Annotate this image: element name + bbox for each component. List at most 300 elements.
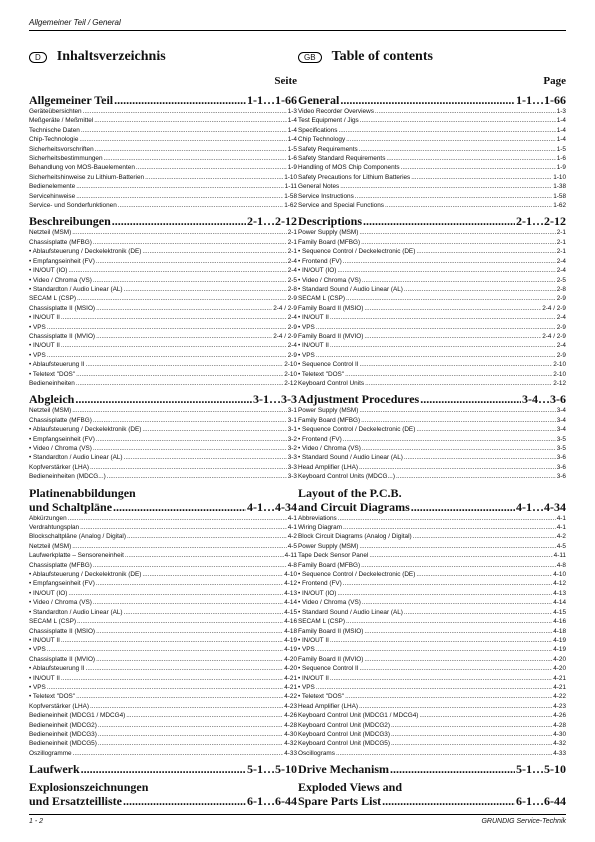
toc-entry[interactable]: [298, 589, 566, 598]
dot-leader: [338, 514, 556, 523]
toc-entry[interactable]: [298, 570, 566, 579]
toc-title-row: [29, 46, 297, 68]
dot-leader: [76, 692, 283, 701]
dot-leader: [382, 794, 515, 808]
toc-entry[interactable]: [298, 173, 566, 182]
toc-entry[interactable]: [29, 702, 297, 711]
entry-title: Keyboard Control Units: [298, 379, 365, 387]
entry-page: 2-4 / 2-9: [273, 332, 297, 340]
dot-leader: [68, 266, 286, 275]
toc-entry[interactable]: [29, 645, 297, 654]
toc-entry[interactable]: [298, 266, 566, 275]
entry-page: 1-6: [287, 155, 297, 163]
entry-page: 2-8: [556, 285, 566, 293]
entry-page: 1-4: [287, 136, 297, 144]
entry-page: 2-1: [556, 238, 566, 246]
toc-entry[interactable]: [298, 435, 566, 444]
entry-title: • Standardton / Audio Linear (AL): [29, 608, 123, 617]
toc-entry[interactable]: [29, 173, 297, 182]
dot-leader: [96, 627, 283, 636]
toc-entry[interactable]: [298, 532, 566, 541]
toc-entry[interactable]: [29, 711, 297, 720]
section-page-range: 4-1…4-34: [516, 499, 566, 514]
toc-entry[interactable]: [298, 192, 566, 201]
section-title: Adjustment Procedures: [298, 392, 420, 407]
section-heading: [298, 780, 566, 808]
entry-page: 4-13: [553, 589, 566, 597]
entry-page: 2-9: [287, 323, 297, 331]
toc-entry[interactable]: [29, 551, 297, 560]
entry-title: Family Board (MFBG): [298, 416, 361, 424]
toc-entry[interactable]: [298, 238, 566, 247]
toc-title: Inhaltsverzeichnis: [56, 49, 166, 64]
entry-title: SECAM L (CSP): [29, 295, 76, 303]
toc-entry[interactable]: [29, 228, 297, 237]
footer-publisher: GRUNDIG Service-Technik: [481, 818, 566, 825]
entry-title: Family Board II (MSIO): [298, 627, 364, 635]
section-page-range: 6-1…6-44: [516, 794, 566, 809]
entry-title: • Video / Chroma (VS): [298, 276, 361, 285]
entry-page: 4-21: [553, 674, 566, 682]
entry-title: • IN/OUT II: [298, 674, 329, 683]
toc-entry[interactable]: [29, 514, 297, 523]
toc-entry[interactable]: [298, 201, 566, 210]
entry-page: 4-1: [287, 524, 297, 532]
toc-entry[interactable]: [29, 523, 297, 532]
toc-entry[interactable]: [298, 276, 566, 285]
entry-title: Geräteübersichten: [29, 108, 82, 115]
entry-title: • Teletext "DOS": [298, 370, 344, 379]
toc-entry[interactable]: [298, 645, 566, 654]
dot-leader: [80, 523, 287, 532]
toc-entry[interactable]: [298, 636, 566, 645]
entry-title: • Sequence Control II: [298, 360, 359, 369]
toc-entry[interactable]: [298, 304, 566, 313]
entry-title: Blockschaltpläne (Analog / Digital): [29, 533, 126, 541]
entry-title: Safety Requirements: [298, 145, 358, 153]
toc-entry[interactable]: [29, 608, 297, 617]
entry-page: 2-9: [287, 295, 297, 303]
language-badge: D: [29, 52, 47, 63]
dot-leader: [61, 636, 283, 645]
toc-entry[interactable]: [29, 453, 297, 462]
entry-title: Chip Technology: [298, 136, 346, 144]
toc-entry[interactable]: [298, 472, 566, 481]
toc-title-row: [298, 46, 566, 68]
toc-entry[interactable]: [29, 294, 297, 303]
toc-entry[interactable]: [298, 608, 566, 617]
entry-page: 4-33: [284, 749, 297, 757]
toc-entry[interactable]: [298, 739, 566, 748]
toc-entry[interactable]: [298, 323, 566, 332]
toc-entry[interactable]: [298, 683, 566, 692]
entry-page: 4-8: [287, 561, 297, 569]
dot-leader: [355, 192, 552, 201]
entry-title: • Empfangseinheit (FV): [29, 257, 95, 266]
section-page-range: 4-1…4-34: [247, 499, 297, 514]
entry-page: 4-14: [553, 599, 566, 607]
toc-entry[interactable]: [29, 730, 297, 739]
entry-title: • IN/OUT (IO): [29, 266, 67, 275]
toc-entry[interactable]: [298, 551, 566, 560]
entry-page: 2-1: [556, 229, 566, 237]
dot-leader: [126, 711, 283, 720]
dot-leader: [96, 655, 283, 664]
toc-entry[interactable]: [29, 435, 297, 444]
section-title: Abgleich: [29, 392, 75, 407]
toc-entry[interactable]: [29, 416, 297, 425]
dot-leader: [76, 379, 283, 388]
toc-entry[interactable]: [29, 135, 297, 144]
toc-entry[interactable]: [29, 238, 297, 247]
toc-entry[interactable]: [29, 570, 297, 579]
dot-leader: [90, 463, 287, 472]
section-heading: [29, 214, 297, 228]
entry-title: Power Supply (MSM): [298, 407, 359, 415]
section-title: Allgemeiner Teil: [29, 93, 114, 107]
entry-page: 4-30: [553, 730, 566, 738]
footer-page-number: 1 - 2: [29, 818, 44, 825]
entry-page: 4-20: [284, 655, 297, 663]
entry-page: 4-26: [284, 712, 297, 720]
dot-leader: [98, 721, 283, 730]
toc-entry[interactable]: [29, 579, 297, 588]
entry-title: Abkürzungen: [29, 514, 67, 522]
section-heading: [298, 762, 566, 776]
entry-page: 4-15: [284, 608, 297, 616]
entry-page: 4-1: [287, 514, 297, 522]
entry-page: 2-1: [287, 248, 297, 256]
section-heading: [298, 214, 566, 228]
entry-page: 2-4 / 2-9: [542, 304, 566, 312]
toc-entry[interactable]: [298, 116, 566, 125]
entry-title: SECAM L (CSP): [298, 618, 345, 626]
entry-page: 4-16: [553, 618, 566, 626]
entry-title: • Empfangseinheit (FV): [29, 435, 95, 444]
toc-entry[interactable]: [29, 598, 297, 607]
toc-entry[interactable]: [29, 351, 297, 360]
entry-page: 3-3: [287, 473, 297, 481]
entry-page: 4-1: [556, 524, 566, 532]
entry-title: Bedieneinheit (MDCG2): [29, 721, 97, 729]
entry-title: • Video / Chroma (VS): [29, 276, 92, 285]
toc-entry[interactable]: [29, 154, 297, 163]
toc-entry[interactable]: [298, 406, 566, 415]
entry-title: Chassisplatte (MFBG): [29, 416, 92, 424]
dot-leader: [93, 276, 287, 285]
dot-leader: [61, 674, 283, 683]
entry-title: Meßgeräte / Meßmittel: [29, 117, 94, 125]
entry-title: Chip-Technologie: [29, 136, 79, 144]
toc-entry[interactable]: [298, 444, 566, 453]
toc-entry[interactable]: [298, 514, 566, 523]
section-page-range: 1-1…1-66: [516, 93, 566, 107]
toc-entry[interactable]: [29, 406, 297, 415]
entry-title: Chassisplatte II (MVIO): [29, 655, 96, 663]
entry-page: 4-19: [553, 646, 566, 654]
toc-sections: [298, 93, 566, 808]
entry-page: 1-3: [287, 108, 297, 115]
toc-entry[interactable]: [29, 257, 297, 266]
entry-title: • IN/OUT II: [298, 636, 329, 645]
header-text: Allgemeiner Teil / General: [29, 18, 121, 27]
entry-title: Netzteil (MSM): [29, 407, 72, 415]
toc-entry[interactable]: [298, 285, 566, 294]
section-title-line2: [29, 500, 297, 514]
entry-page: 4-21: [553, 683, 566, 691]
entry-title: • IN/OUT II: [29, 674, 60, 683]
toc-entry[interactable]: [298, 627, 566, 636]
toc-entry[interactable]: [298, 228, 566, 237]
toc-entry[interactable]: [298, 154, 566, 163]
entry-title: Wiring Diagram: [298, 524, 343, 532]
toc-entry[interactable]: [298, 379, 566, 388]
section-title-line2: [29, 794, 297, 808]
section-title-line2: [298, 500, 566, 514]
entry-title: • Frontend (FV): [298, 257, 342, 266]
entry-page: 2-4: [556, 267, 566, 275]
entry-title: Sicherheitshinweise zu Lithium-Batterien: [29, 173, 145, 181]
entry-page: 1-38: [553, 183, 566, 191]
entry-page: 2-8: [287, 285, 297, 293]
toc-entry[interactable]: [29, 145, 297, 154]
entry-title: Safety Standard Requirements: [298, 155, 386, 163]
entry-page: 4-5: [287, 542, 297, 550]
entry-title: • Ablaufsteuerung / Deckelektronik (DE): [29, 425, 141, 434]
toc-entry[interactable]: [298, 341, 566, 350]
entry-title: Bedienelemente: [29, 183, 76, 191]
toc-entry[interactable]: [29, 655, 297, 664]
toc-entry[interactable]: [298, 617, 566, 626]
entry-page: 3-5: [556, 445, 566, 452]
dot-leader: [362, 444, 556, 453]
toc-entry[interactable]: [298, 542, 566, 551]
toc-entry[interactable]: [29, 192, 297, 201]
section-title-line1: Layout of the P.C.B.: [298, 485, 402, 500]
entry-title: Family Board II (MVIO): [298, 332, 364, 340]
entry-title: • Frontend (FV): [298, 435, 342, 444]
toc-entry[interactable]: [298, 674, 566, 683]
toc-entry[interactable]: [298, 145, 566, 154]
entry-title: • Empfangseinheit (FV): [29, 579, 95, 588]
toc-entry[interactable]: [29, 313, 297, 322]
entry-page: 4-13: [284, 589, 297, 597]
toc-entry[interactable]: [298, 351, 566, 360]
entry-title: • Sequence Control / Deckelectronic (DE): [298, 247, 415, 256]
entry-page: 4-1: [556, 514, 566, 522]
entry-title: • VPS: [29, 683, 46, 692]
toc-entry[interactable]: [298, 711, 566, 720]
toc-entry[interactable]: [29, 276, 297, 285]
toc-entry[interactable]: [29, 370, 297, 379]
toc-entry[interactable]: [29, 444, 297, 453]
dot-leader: [47, 323, 287, 332]
toc-entry[interactable]: [29, 182, 297, 191]
dot-leader: [81, 762, 246, 776]
dot-leader: [419, 711, 552, 720]
toc-entry[interactable]: [29, 739, 297, 748]
section-title-line1: Explosionszeichnungen: [29, 780, 149, 795]
entry-page: 2-4: [556, 257, 566, 265]
toc-entry[interactable]: [298, 579, 566, 588]
entry-page: 4-32: [284, 740, 297, 748]
entry-page: 4-10: [553, 571, 566, 579]
toc-entry[interactable]: [298, 332, 566, 341]
entry-title: • VPS: [29, 645, 46, 654]
dot-leader: [359, 542, 555, 551]
toc-entry[interactable]: [29, 201, 297, 210]
toc-entry[interactable]: [29, 532, 297, 541]
toc-entry[interactable]: [29, 721, 297, 730]
section-page-range: 3-4…3-6: [522, 392, 566, 407]
toc-entry[interactable]: [29, 126, 297, 135]
dot-leader: [386, 154, 555, 163]
toc-entry[interactable]: [29, 332, 297, 341]
toc-entry[interactable]: [298, 294, 566, 303]
toc-entry[interactable]: [298, 247, 566, 256]
entry-title: Sicherheitsbestimmungen: [29, 155, 103, 163]
toc-entry[interactable]: [29, 636, 297, 645]
entry-title: • VPS: [298, 323, 315, 332]
toc-entry[interactable]: [298, 561, 566, 570]
toc-entry[interactable]: [298, 370, 566, 379]
entry-page: 1-4: [556, 117, 566, 125]
toc-entry[interactable]: [29, 683, 297, 692]
entry-page: 4-11: [553, 552, 566, 560]
entry-page: 4-2: [287, 533, 297, 541]
toc-entry[interactable]: [29, 542, 297, 551]
toc-entry[interactable]: [29, 561, 297, 570]
entry-page: 4-5: [556, 542, 566, 550]
dot-leader: [76, 192, 283, 201]
toc-entry[interactable]: [298, 257, 566, 266]
toc-entry[interactable]: [298, 749, 566, 758]
toc-entry[interactable]: [298, 453, 566, 462]
section-title: Descriptions: [298, 214, 362, 229]
entry-page: 4-28: [284, 721, 297, 729]
toc-entry[interactable]: [29, 285, 297, 294]
toc-entry[interactable]: [298, 463, 566, 472]
toc-entry[interactable]: [298, 692, 566, 701]
dot-leader: [118, 201, 283, 210]
toc-entry[interactable]: [29, 116, 297, 125]
toc-entry[interactable]: [298, 313, 566, 322]
section-heading: [29, 762, 297, 776]
toc-entry[interactable]: [298, 416, 566, 425]
entry-page: 3-2: [287, 435, 297, 443]
toc-entry[interactable]: [298, 163, 566, 172]
entry-title: Chassisplatte II (MSIO): [29, 627, 96, 635]
dot-leader: [359, 702, 552, 711]
toc-entry[interactable]: [29, 472, 297, 481]
dot-leader: [123, 794, 246, 808]
toc-entry[interactable]: [298, 107, 566, 116]
toc-entry[interactable]: [298, 730, 566, 739]
toc-entry[interactable]: [29, 266, 297, 275]
entry-page: 4-19: [284, 636, 297, 644]
toc-entry[interactable]: [29, 323, 297, 332]
toc-entry[interactable]: [29, 425, 297, 434]
entry-title: Keyboard Control Unit (MDCG1 / MDCG4): [298, 712, 419, 720]
entry-title: • Frontend (FV): [298, 579, 342, 588]
dot-leader: [361, 561, 556, 570]
toc-entry[interactable]: [298, 702, 566, 711]
toc-entry[interactable]: [298, 360, 566, 369]
toc-entry[interactable]: [29, 247, 297, 256]
dot-leader: [396, 472, 556, 481]
dot-leader: [345, 370, 552, 379]
entry-page: 3-4: [556, 426, 566, 434]
toc-entry[interactable]: [298, 425, 566, 434]
entry-page: 3-1: [287, 426, 297, 434]
toc-entry[interactable]: [298, 664, 566, 673]
entry-title: • VPS: [29, 323, 46, 332]
entry-title: General Notes: [298, 183, 340, 191]
toc-entry[interactable]: [29, 692, 297, 701]
entry-title: Family Board (MFBG): [298, 561, 361, 569]
entry-page: 1-6: [556, 155, 566, 163]
entry-title: Family Board II (MVIO): [298, 655, 364, 663]
toc-entry[interactable]: [29, 589, 297, 598]
toc-entry[interactable]: [29, 627, 297, 636]
dot-leader: [362, 276, 556, 285]
entry-title: Bedieneinheiten: [29, 379, 75, 387]
dot-leader: [338, 126, 555, 135]
toc-entry[interactable]: [29, 463, 297, 472]
toc-entry[interactable]: [29, 360, 297, 369]
section-title: General: [298, 93, 340, 107]
section-page-range: 2-1…2-12: [516, 214, 566, 229]
toc-entry[interactable]: [298, 126, 566, 135]
toc-entry[interactable]: [298, 721, 566, 730]
dot-leader: [416, 425, 555, 434]
toc-entry[interactable]: [29, 341, 297, 350]
toc-entry[interactable]: [29, 664, 297, 673]
dot-leader: [94, 116, 286, 125]
dot-leader: [81, 126, 287, 135]
dot-leader: [136, 163, 287, 172]
dot-leader: [104, 154, 287, 163]
dot-leader: [365, 379, 552, 388]
toc-entry[interactable]: [298, 598, 566, 607]
toc-entry[interactable]: [29, 674, 297, 683]
toc-entry[interactable]: [298, 655, 566, 664]
entry-page: 4-26: [553, 712, 566, 720]
toc-entry[interactable]: [29, 163, 297, 172]
dot-leader: [316, 323, 556, 332]
dot-leader: [391, 739, 552, 748]
toc-entry[interactable]: [298, 182, 566, 191]
toc-entry[interactable]: [29, 107, 297, 116]
entry-title: Chassisplatte (MFBG): [29, 561, 92, 569]
entry-title: • Sequence Control / Deckelectronic (DE): [298, 570, 415, 579]
entry-title: Specifications: [298, 126, 338, 134]
toc-entry[interactable]: [298, 135, 566, 144]
entry-title: Netzteil (MSM): [29, 229, 72, 237]
dot-leader: [93, 598, 283, 607]
section-page-range: 2-1…2-12: [247, 214, 297, 229]
toc-entry[interactable]: [29, 749, 297, 758]
dot-leader: [330, 636, 552, 645]
toc-entry[interactable]: [29, 304, 297, 313]
toc-entry[interactable]: [29, 379, 297, 388]
section-title-line2: [298, 794, 566, 808]
entry-page: 2-4 / 2-9: [273, 304, 297, 312]
toc-entry[interactable]: [29, 617, 297, 626]
entry-page: 3-6: [556, 473, 566, 481]
toc-entry[interactable]: [298, 523, 566, 532]
section-page-range: 5-1…5-10: [516, 762, 566, 777]
